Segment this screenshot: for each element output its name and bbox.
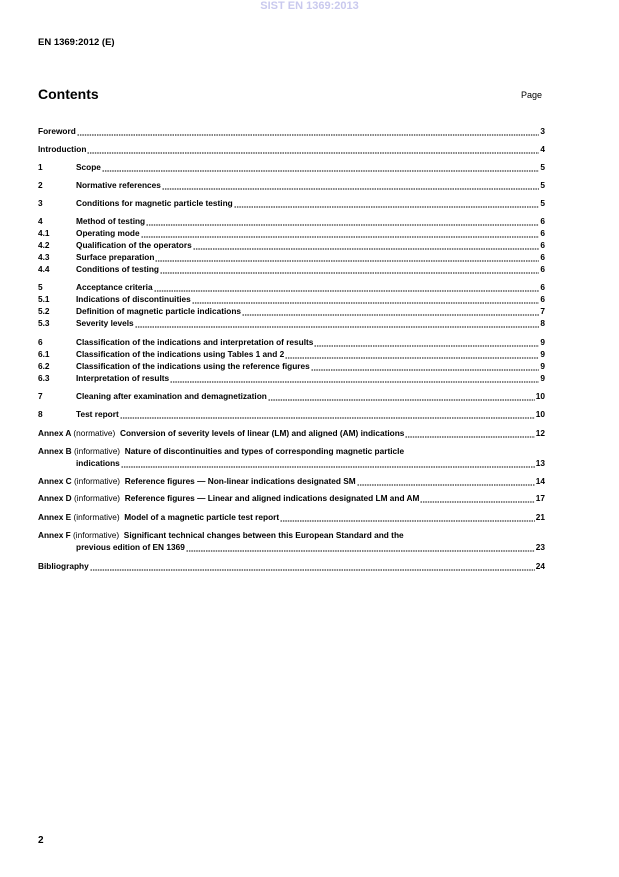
- toc-entry[interactable]: [38, 178, 545, 190]
- page-number-ref: 6: [540, 282, 545, 292]
- annex-type: (informative): [73, 446, 121, 456]
- section-title: Classification of the indications using the reference figures: [76, 361, 310, 371]
- toc-entry[interactable]: [38, 389, 545, 401]
- toc-entry[interactable]: [38, 124, 545, 136]
- annex-entry-line2[interactable]: [76, 456, 545, 468]
- annex-entry[interactable]: [38, 426, 545, 438]
- section-title: Surface preparation: [76, 252, 155, 262]
- dot-leader: [146, 216, 539, 226]
- page-number-ref: 6: [540, 294, 545, 304]
- annex-title: Significant technical changes between this European Standard and the: [123, 530, 404, 540]
- toc-entry[interactable]: [38, 262, 545, 274]
- watermark: SIST EN 1369:2013: [260, 0, 359, 12]
- dot-leader: [357, 476, 535, 486]
- annex-label: Annex C: [38, 476, 72, 486]
- page-number-ref: 6: [540, 252, 545, 262]
- page-number-ref: 13: [535, 458, 545, 468]
- dot-leader: [405, 428, 534, 438]
- section-number: 5.3: [38, 318, 50, 328]
- page-number: 2: [38, 835, 44, 846]
- annex-title-continued: indications: [76, 458, 120, 468]
- annex-title-continued: previous edition of EN 1369: [76, 542, 185, 552]
- page-number-ref: 10: [535, 409, 545, 419]
- annex-label: Annex E: [38, 512, 72, 522]
- annex-title: Reference figures — Linear and aligned indications designated LM and AM: [124, 493, 420, 503]
- annex-type: (normative): [73, 428, 116, 438]
- section-number: 6.3: [38, 373, 50, 383]
- annex-title: Nature of discontinuities and types of corresponding magnetic particle: [124, 446, 405, 456]
- dot-leader: [135, 318, 540, 328]
- toc-entry[interactable]: [38, 196, 545, 208]
- toc-entry[interactable]: [38, 226, 545, 238]
- dot-leader: [170, 373, 539, 383]
- dot-leader: [280, 512, 535, 522]
- section-title: Method of testing: [76, 216, 146, 226]
- contents-title: Contents: [38, 86, 99, 102]
- section-title: Acceptance criteria: [76, 282, 153, 292]
- annex-entry[interactable]: [38, 510, 545, 522]
- section-title: Conditions of testing: [76, 264, 159, 274]
- page-number-ref: 6: [540, 228, 545, 238]
- page-number-ref: 8: [540, 318, 545, 328]
- dot-leader: [102, 162, 539, 172]
- toc-entry[interactable]: [38, 316, 545, 328]
- annex-heading: [38, 512, 279, 522]
- toc-entry[interactable]: [38, 407, 545, 419]
- toc-entry[interactable]: [38, 280, 545, 292]
- annex-label: Annex A: [38, 428, 72, 438]
- page-number-ref: 9: [540, 349, 545, 359]
- dot-leader: [87, 144, 539, 154]
- dot-leader: [90, 561, 535, 571]
- dot-leader: [154, 282, 540, 292]
- page-number-ref: 9: [540, 373, 545, 383]
- section-title: Foreword: [38, 126, 76, 136]
- toc-entry[interactable]: [38, 238, 545, 250]
- dot-leader: [268, 391, 535, 401]
- bibliography-entry[interactable]: [38, 559, 545, 571]
- annex-type: (informative): [73, 476, 121, 486]
- dot-leader: [155, 252, 539, 262]
- section-title: Qualification of the operators: [76, 240, 192, 250]
- section-number: 5.2: [38, 306, 50, 316]
- section-number: 4.1: [38, 228, 50, 238]
- page-number-ref: 6: [540, 216, 545, 226]
- annex-heading: [38, 476, 356, 486]
- annex-entry-line1[interactable]: [38, 530, 404, 540]
- annex-heading: [38, 428, 404, 438]
- annex-entry[interactable]: [38, 474, 545, 486]
- annex-heading: [38, 493, 419, 503]
- dot-leader: [234, 198, 540, 208]
- page-number-ref: 6: [540, 264, 545, 274]
- dot-leader: [160, 264, 539, 274]
- dot-leader: [121, 458, 535, 468]
- page-column-label: Page: [521, 90, 543, 100]
- annex-type: (informative): [73, 512, 120, 522]
- bibliography-title: Bibliography: [38, 561, 89, 571]
- section-number: 2: [38, 180, 43, 190]
- dot-leader: [141, 228, 540, 238]
- section-title: Operating mode: [76, 228, 140, 238]
- dot-leader: [120, 409, 535, 419]
- dot-leader: [420, 493, 534, 503]
- toc-entry[interactable]: [38, 214, 545, 226]
- section-title: Normative references: [76, 180, 161, 190]
- dot-leader: [192, 294, 540, 304]
- dot-leader: [77, 126, 540, 136]
- section-title: Conditions for magnetic particle testing: [76, 198, 233, 208]
- dot-leader: [285, 349, 539, 359]
- toc-entry[interactable]: [38, 160, 545, 172]
- section-number: 5.1: [38, 294, 50, 304]
- section-title: Cleaning after examination and demagnetization: [76, 391, 267, 401]
- section-number: 4: [38, 216, 43, 226]
- toc-entry[interactable]: [38, 142, 545, 154]
- section-number: 6.1: [38, 349, 50, 359]
- annex-label: Annex F: [38, 530, 71, 540]
- section-title: Definition of magnetic particle indications: [76, 306, 242, 316]
- page-number-ref: 14: [535, 476, 545, 486]
- section-number: 1: [38, 162, 43, 172]
- page-number-ref: 24: [535, 561, 545, 571]
- document-header: EN 1369:2012 (E): [38, 37, 115, 48]
- section-number: 4.3: [38, 252, 50, 262]
- section-title: Indications of discontinuities: [76, 294, 191, 304]
- annex-label: Annex D: [38, 493, 72, 503]
- section-number: 4.4: [38, 264, 50, 274]
- page-number-ref: 4: [540, 144, 545, 154]
- annex-entry-line2[interactable]: [76, 540, 545, 552]
- dot-leader: [162, 180, 540, 190]
- page-number-ref: 21: [535, 512, 545, 522]
- section-number: 7: [38, 391, 43, 401]
- page-number-ref: 3: [540, 126, 545, 136]
- page-number-ref: 23: [535, 542, 545, 552]
- section-title: Introduction: [38, 144, 87, 154]
- section-number: 5: [38, 282, 43, 292]
- toc-entry[interactable]: [38, 347, 545, 359]
- dot-leader: [193, 240, 540, 250]
- page-number-ref: 5: [540, 162, 545, 172]
- annex-title: Model of a magnetic particle test report: [124, 512, 280, 522]
- page-number-ref: 5: [540, 198, 545, 208]
- section-title: Interpretation of results: [76, 373, 170, 383]
- dot-leader: [242, 306, 539, 316]
- page-number-ref: 6: [540, 240, 545, 250]
- section-number: 6.2: [38, 361, 50, 371]
- section-title: Severity levels: [76, 318, 134, 328]
- section-number: 4.2: [38, 240, 50, 250]
- page-number-ref: 17: [535, 493, 545, 503]
- annex-title: Reference figures — Non-linear indications designated SM: [124, 476, 356, 486]
- page-number-ref: 10: [535, 391, 545, 401]
- section-number: 6: [38, 337, 43, 347]
- annex-type: (informative): [73, 493, 121, 503]
- toc-entry[interactable]: [38, 250, 545, 262]
- annex-label: Annex B: [38, 446, 72, 456]
- dot-leader: [186, 542, 535, 552]
- page-number-ref: 7: [540, 306, 545, 316]
- toc-entry[interactable]: [38, 359, 545, 371]
- section-title: Scope: [76, 162, 101, 172]
- section-title: Classification of the indications and interpretation of results: [76, 337, 314, 347]
- annex-type: (informative): [73, 530, 120, 540]
- toc-entry[interactable]: [38, 292, 545, 304]
- page-number-ref: 5: [540, 180, 545, 190]
- toc-entry[interactable]: [38, 335, 545, 347]
- toc-entry[interactable]: [38, 304, 545, 316]
- annex-title: Conversion of severity levels of linear (LM) and aligned (AM) indications: [119, 428, 405, 438]
- page-number-ref: 9: [540, 361, 545, 371]
- dot-leader: [314, 337, 539, 347]
- toc-entry[interactable]: [38, 371, 545, 383]
- page-number-ref: 12: [535, 428, 545, 438]
- section-title: Test report: [76, 409, 119, 419]
- annex-entry[interactable]: [38, 491, 545, 503]
- section-title: Classification of the indications using Tables 1 and 2: [76, 349, 285, 359]
- section-number: 8: [38, 409, 43, 419]
- section-number: 3: [38, 198, 43, 208]
- page-number-ref: 9: [540, 337, 545, 347]
- annex-entry-line1[interactable]: [38, 446, 404, 456]
- dot-leader: [311, 361, 540, 371]
